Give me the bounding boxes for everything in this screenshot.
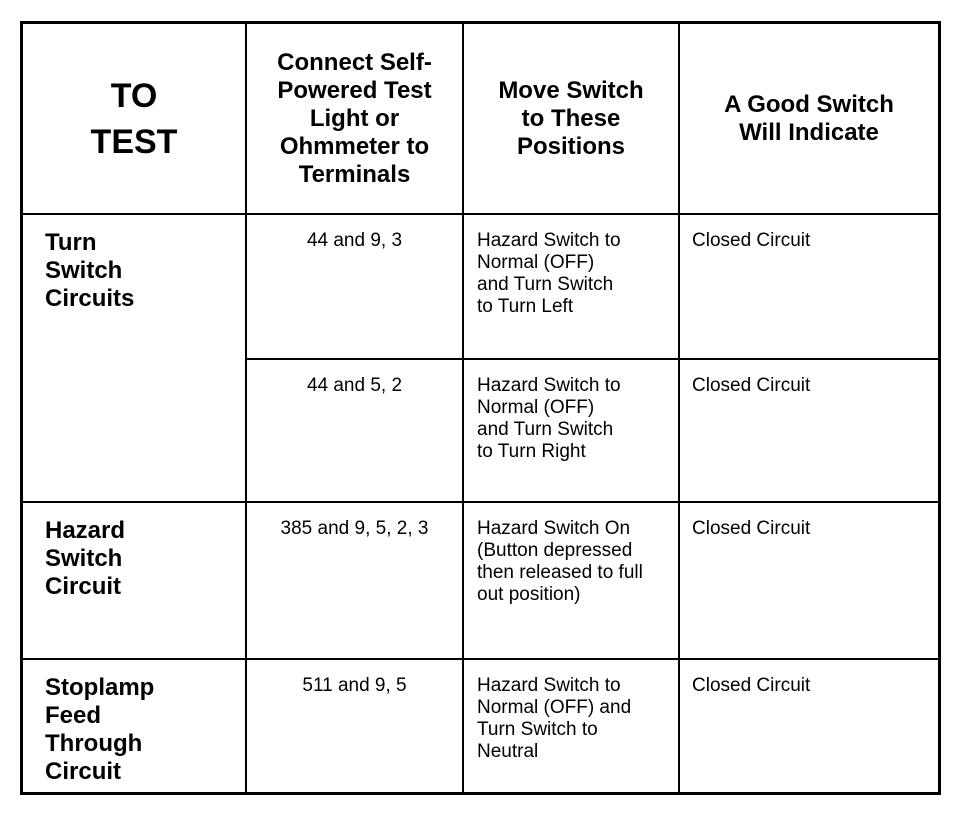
- header-row: [23, 24, 938, 214]
- header-indicate-text: A Good Switch Will Indicate: [724, 90, 894, 146]
- positions-cell: Hazard Switch to Normal (OFF) and Turn Switch to Neutral: [463, 659, 679, 792]
- positions-cell: Hazard Switch On (Button depressed then released to full out position): [463, 502, 679, 659]
- table-row: [23, 502, 938, 659]
- indicate-cell: Closed Circuit: [679, 659, 938, 792]
- indicate-cell: Closed Circuit: [679, 359, 938, 502]
- table-row: [23, 659, 938, 792]
- terminals-cell: 385 and 9, 5, 2, 3: [246, 502, 463, 659]
- indicate-cell: Closed Circuit: [679, 214, 938, 359]
- header-connect-text: Connect Self- Powered Test Light or Ohmmeter to Terminals: [277, 48, 432, 188]
- positions-cell: Hazard Switch to Normal (OFF) and Turn Switch to Turn Right: [463, 359, 679, 502]
- row-label-hazard-switch: [23, 502, 246, 659]
- row-label-text: Stoplamp Feed Through Circuit: [45, 674, 155, 785]
- terminals-cell: 44 and 9, 3: [246, 214, 463, 359]
- terminals-cell: 511 and 9, 5: [246, 659, 463, 792]
- indicate-cell: Closed Circuit: [679, 502, 938, 659]
- row-label-turn-switch: [23, 214, 246, 502]
- header-to-test-text: TO TEST: [90, 76, 178, 161]
- row-label-text: Hazard Switch Circuit: [45, 517, 126, 600]
- table-row: [23, 214, 938, 359]
- header-good-switch: [679, 24, 938, 214]
- terminals-cell: 44 and 5, 2: [246, 359, 463, 502]
- switch-test-grid: [23, 24, 938, 792]
- row-label-text: Turn Switch Circuits: [45, 229, 135, 312]
- switch-test-table: [20, 21, 941, 795]
- header-to-test: [23, 24, 246, 214]
- header-move-text: Move Switch to These Positions: [498, 76, 644, 160]
- header-connect-terminals: [246, 24, 463, 214]
- positions-cell: Hazard Switch to Normal (OFF) and Turn Switch to Turn Left: [463, 214, 679, 359]
- header-move-switch: [463, 24, 679, 214]
- row-label-stoplamp: [23, 659, 246, 792]
